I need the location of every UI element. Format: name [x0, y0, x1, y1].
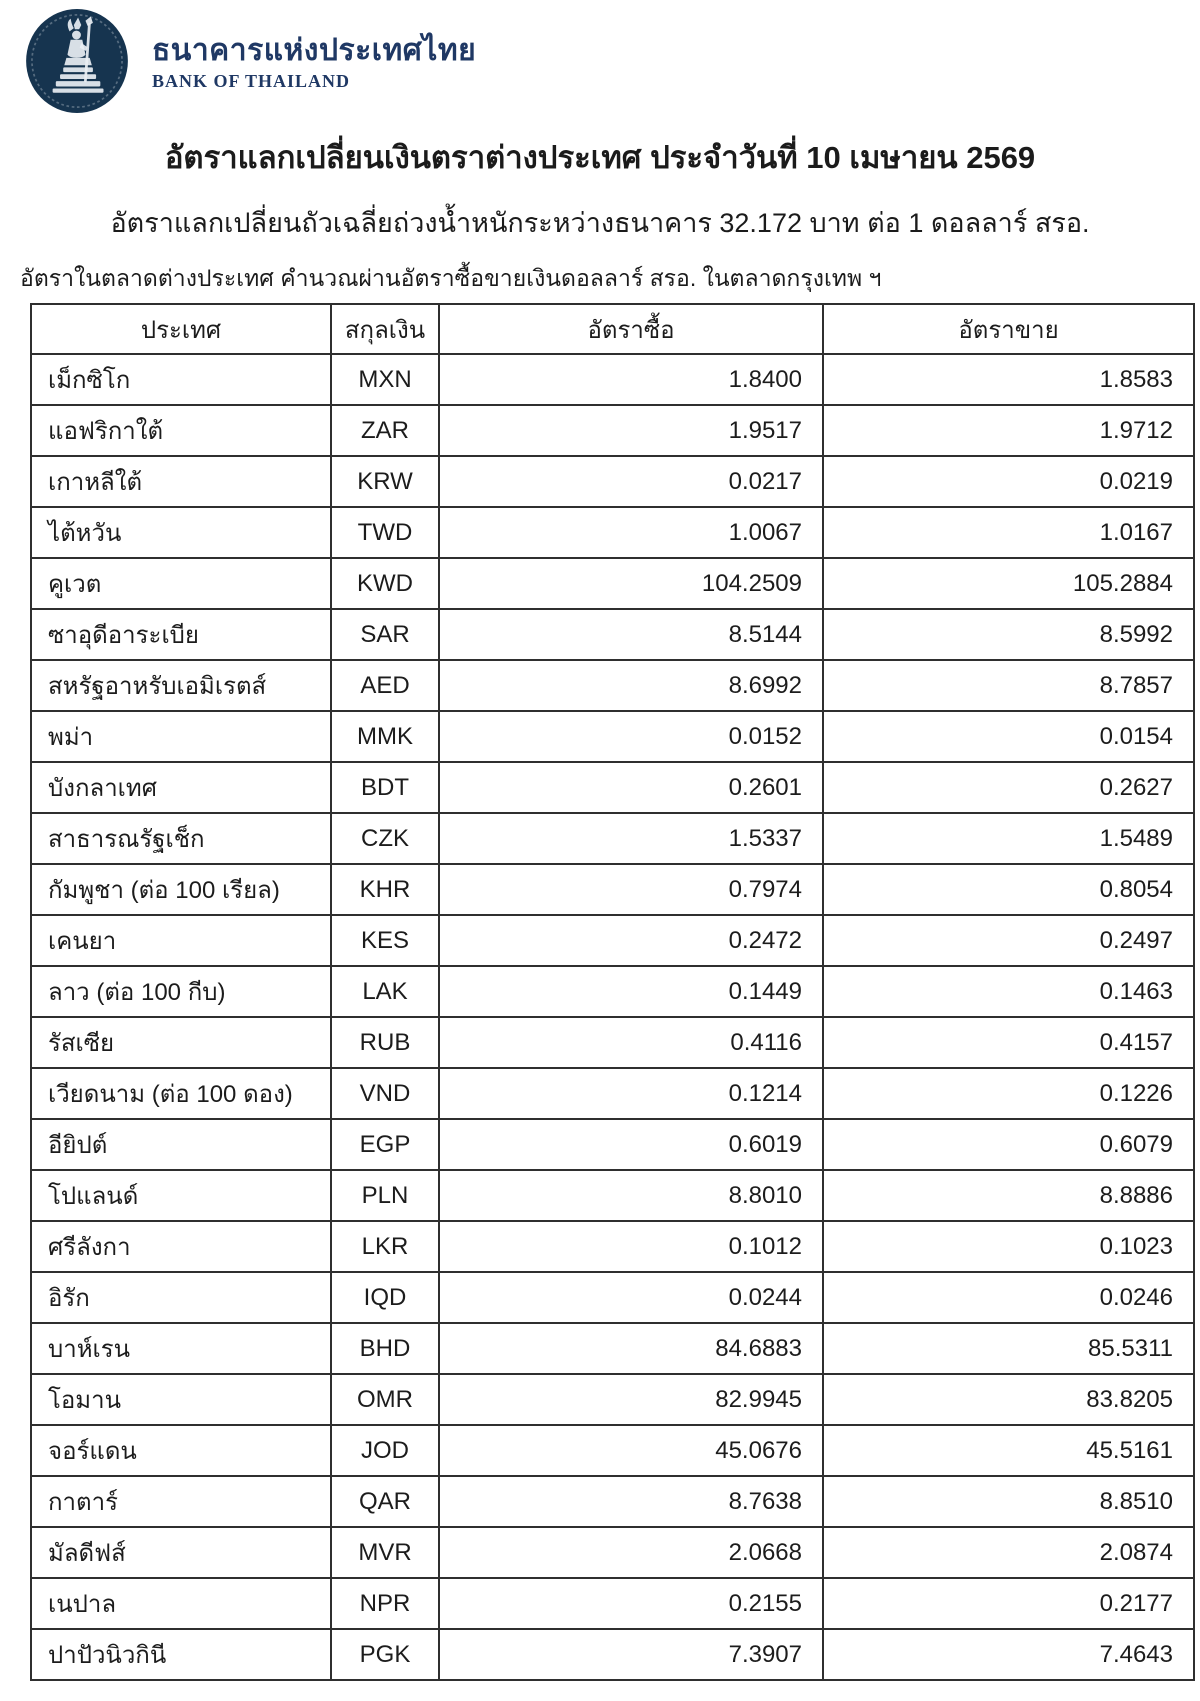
table-row: [31, 1323, 1194, 1374]
sell-rate-cell: 0.0246: [823, 1272, 1194, 1323]
column-header-sell-rate: อัตราขาย: [823, 304, 1194, 354]
currency-code-cell: IQD: [331, 1272, 439, 1323]
currency-code-cell: EGP: [331, 1119, 439, 1170]
sell-rate-cell: 0.6079: [823, 1119, 1194, 1170]
sell-rate-cell: 0.1023: [823, 1221, 1194, 1272]
table-header-row: [31, 304, 1194, 354]
currency-code-cell: MMK: [331, 711, 439, 762]
table-row: [31, 1629, 1194, 1680]
currency-code-cell: CZK: [331, 813, 439, 864]
buy-rate-cell: 7.3907: [439, 1629, 823, 1680]
sell-rate-cell: 1.0167: [823, 507, 1194, 558]
currency-code-cell: JOD: [331, 1425, 439, 1476]
table-row: [31, 660, 1194, 711]
country-cell: ซาอุดีอาระเบีย: [31, 609, 331, 660]
buy-rate-cell: 0.1012: [439, 1221, 823, 1272]
country-cell: สาธารณรัฐเช็ก: [31, 813, 331, 864]
sell-rate-cell: 85.5311: [823, 1323, 1194, 1374]
table-row: [31, 1170, 1194, 1221]
exchange-rate-table-wrap: [30, 303, 1195, 1681]
country-cell: อียิปต์: [31, 1119, 331, 1170]
buy-rate-cell: 1.9517: [439, 405, 823, 456]
buy-rate-cell: 45.0676: [439, 1425, 823, 1476]
table-row: [31, 711, 1194, 762]
currency-code-cell: LKR: [331, 1221, 439, 1272]
sell-rate-cell: 45.5161: [823, 1425, 1194, 1476]
currency-code-cell: BDT: [331, 762, 439, 813]
table-row: [31, 966, 1194, 1017]
table-row: [31, 1476, 1194, 1527]
buy-rate-cell: 8.6992: [439, 660, 823, 711]
country-cell: พม่า: [31, 711, 331, 762]
page-note: อัตราในตลาดต่างประเทศ คำนวณผ่านอัตราซื้อขายเงินดอลลาร์ สรอ. ในตลาดกรุงเทพ ฯ: [20, 265, 882, 291]
title-block: [0, 132, 1200, 297]
table-row: [31, 1425, 1194, 1476]
buy-rate-cell: 0.6019: [439, 1119, 823, 1170]
currency-code-cell: TWD: [331, 507, 439, 558]
currency-code-cell: KWD: [331, 558, 439, 609]
country-cell: โปแลนด์: [31, 1170, 331, 1221]
currency-code-cell: OMR: [331, 1374, 439, 1425]
sell-rate-cell: 0.8054: [823, 864, 1194, 915]
column-header-buy-rate: อัตราซื้อ: [439, 304, 823, 354]
currency-code-cell: KHR: [331, 864, 439, 915]
table-row: [31, 864, 1194, 915]
table-row: [31, 915, 1194, 966]
country-cell: รัสเซีย: [31, 1017, 331, 1068]
table-row: [31, 1068, 1194, 1119]
currency-code-cell: KES: [331, 915, 439, 966]
currency-code-cell: LAK: [331, 966, 439, 1017]
sell-rate-cell: 8.5992: [823, 609, 1194, 660]
country-cell: มัลดีฟส์: [31, 1527, 331, 1578]
buy-rate-cell: 0.7974: [439, 864, 823, 915]
table-body: [31, 354, 1194, 1680]
country-cell: อิรัก: [31, 1272, 331, 1323]
sell-rate-cell: 83.8205: [823, 1374, 1194, 1425]
sell-rate-cell: 0.2627: [823, 762, 1194, 813]
buy-rate-cell: 0.2472: [439, 915, 823, 966]
buy-rate-cell: 1.5337: [439, 813, 823, 864]
sell-rate-cell: 7.4643: [823, 1629, 1194, 1680]
country-cell: โอมาน: [31, 1374, 331, 1425]
buy-rate-cell: 0.1214: [439, 1068, 823, 1119]
country-cell: แอฟริกาใต้: [31, 405, 331, 456]
table-row: [31, 507, 1194, 558]
buy-rate-cell: 1.0067: [439, 507, 823, 558]
country-cell: ไต้หวัน: [31, 507, 331, 558]
sell-rate-cell: 2.0874: [823, 1527, 1194, 1578]
page-title: อัตราแลกเปลี่ยนเงินตราต่างประเทศ ประจำวันที่ 10 เมษายน 2569: [164, 140, 1036, 175]
sell-rate-cell: 0.1226: [823, 1068, 1194, 1119]
sell-rate-cell: 0.0154: [823, 711, 1194, 762]
currency-code-cell: PGK: [331, 1629, 439, 1680]
sell-rate-cell: 105.2884: [823, 558, 1194, 609]
country-cell: กาตาร์: [31, 1476, 331, 1527]
sell-rate-cell: 0.2177: [823, 1578, 1194, 1629]
table-row: [31, 1017, 1194, 1068]
currency-code-cell: KRW: [331, 456, 439, 507]
buy-rate-cell: 82.9945: [439, 1374, 823, 1425]
buy-rate-cell: 0.0152: [439, 711, 823, 762]
sell-rate-cell: 1.5489: [823, 813, 1194, 864]
table-row: [31, 354, 1194, 405]
table-row: [31, 558, 1194, 609]
table-row: [31, 609, 1194, 660]
country-cell: กัมพูชา (ต่อ 100 เรียล): [31, 864, 331, 915]
table-row: [31, 1578, 1194, 1629]
buy-rate-cell: 0.0217: [439, 456, 823, 507]
sell-rate-cell: 1.8583: [823, 354, 1194, 405]
sell-rate-cell: 0.4157: [823, 1017, 1194, 1068]
currency-code-cell: AED: [331, 660, 439, 711]
sell-rate-cell: 0.1463: [823, 966, 1194, 1017]
country-cell: จอร์แดน: [31, 1425, 331, 1476]
country-cell: บาห์เรน: [31, 1323, 331, 1374]
currency-code-cell: SAR: [331, 609, 439, 660]
bank-of-thailand-logo-icon: [24, 8, 130, 114]
currency-code-cell: NPR: [331, 1578, 439, 1629]
country-cell: ศรีลังกา: [31, 1221, 331, 1272]
table-row: [31, 1272, 1194, 1323]
currency-code-cell: VND: [331, 1068, 439, 1119]
currency-code-cell: ZAR: [331, 405, 439, 456]
currency-code-cell: MXN: [331, 354, 439, 405]
brand-text: [152, 30, 476, 93]
sell-rate-cell: 8.8886: [823, 1170, 1194, 1221]
bank-name-thai: ธนาคารแห่งประเทศไทย: [152, 33, 477, 67]
buy-rate-cell: 2.0668: [439, 1527, 823, 1578]
buy-rate-cell: 0.1449: [439, 966, 823, 1017]
column-header-currency: สกุลเงิน: [331, 304, 439, 354]
bank-name-english: BANK OF THAILAND: [152, 71, 351, 92]
currency-code-cell: RUB: [331, 1017, 439, 1068]
table-row: [31, 813, 1194, 864]
table-row: [31, 405, 1194, 456]
buy-rate-cell: 8.5144: [439, 609, 823, 660]
brand-header: [24, 8, 476, 114]
sell-rate-cell: 0.0219: [823, 456, 1194, 507]
table-row: [31, 1374, 1194, 1425]
country-cell: เนปาล: [31, 1578, 331, 1629]
buy-rate-cell: 1.8400: [439, 354, 823, 405]
table-row: [31, 1221, 1194, 1272]
sell-rate-cell: 8.7857: [823, 660, 1194, 711]
buy-rate-cell: 8.8010: [439, 1170, 823, 1221]
sell-rate-cell: 1.9712: [823, 405, 1194, 456]
buy-rate-cell: 0.2155: [439, 1578, 823, 1629]
buy-rate-cell: 0.4116: [439, 1017, 823, 1068]
country-cell: บังกลาเทศ: [31, 762, 331, 813]
country-cell: เคนยา: [31, 915, 331, 966]
currency-code-cell: QAR: [331, 1476, 439, 1527]
buy-rate-cell: 0.2601: [439, 762, 823, 813]
country-cell: สหรัฐอาหรับเอมิเรตส์: [31, 660, 331, 711]
exchange-rate-table: [30, 303, 1195, 1681]
buy-rate-cell: 104.2509: [439, 558, 823, 609]
country-cell: เกาหลีใต้: [31, 456, 331, 507]
currency-code-cell: PLN: [331, 1170, 439, 1221]
country-cell: คูเวต: [31, 558, 331, 609]
currency-code-cell: BHD: [331, 1323, 439, 1374]
sell-rate-cell: 0.2497: [823, 915, 1194, 966]
buy-rate-cell: 84.6883: [439, 1323, 823, 1374]
table-row: [31, 1119, 1194, 1170]
buy-rate-cell: 0.0244: [439, 1272, 823, 1323]
table-row: [31, 1527, 1194, 1578]
country-cell: ปาปัวนิวกินี: [31, 1629, 331, 1680]
sell-rate-cell: 8.8510: [823, 1476, 1194, 1527]
country-cell: เม็กซิโก: [31, 354, 331, 405]
country-cell: ลาว (ต่อ 100 กีบ): [31, 966, 331, 1017]
country-cell: เวียดนาม (ต่อ 100 ดอง): [31, 1068, 331, 1119]
page-subtitle: อัตราแลกเปลี่ยนถัวเฉลี่ยถ่วงน้ำหนักระหว่างธนาคาร 32.172 บาท ต่อ 1 ดอลลาร์ สรอ.: [110, 208, 1090, 238]
table-row: [31, 762, 1194, 813]
table-row: [31, 456, 1194, 507]
buy-rate-cell: 8.7638: [439, 1476, 823, 1527]
currency-code-cell: MVR: [331, 1527, 439, 1578]
column-header-country: ประเทศ: [31, 304, 331, 354]
